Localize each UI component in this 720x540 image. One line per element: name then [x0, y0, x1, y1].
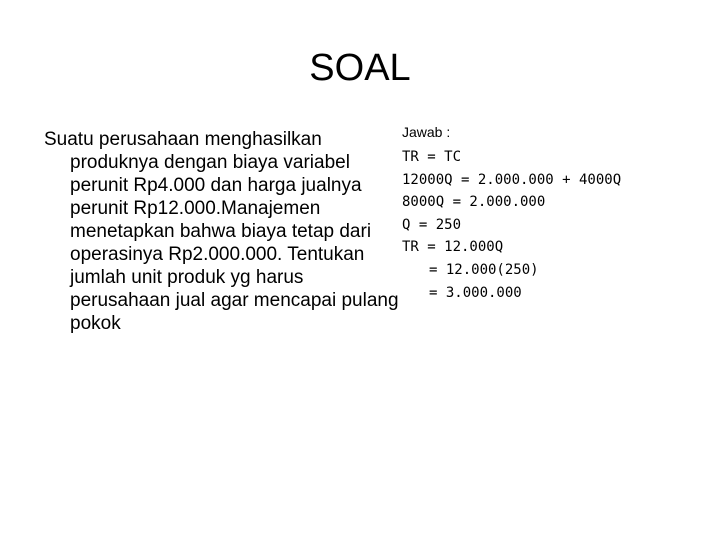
answer-label: Jawab : [402, 124, 451, 140]
answer-line: 8000Q = 2.000.000 [402, 194, 546, 211]
slide-title: SOAL [309, 47, 411, 89]
answer-lines [402, 146, 702, 304]
answer-block [402, 122, 702, 304]
answer-line: TR = TC [402, 149, 462, 165]
question-text: Suatu perusahaan menghasilkan produknya dengan biaya variabel perunit Rp4.000 dan harga jualnya perunit Rp12.000.Manajemen menetapkan bahwa biaya tetap dari operasinya Rp2.000.000. Tentukan jumlah unit produk yg harus perusahaan jual agar mencapai pulang pokok [44, 129, 399, 334]
answer-line: TR = 12.000Q [402, 239, 504, 256]
answer-line: 12000Q = 2.000.000 + 4000Q [402, 171, 622, 188]
answer-line: Q = 250 [402, 216, 462, 233]
answer-line: = 12.000(250) [429, 261, 539, 278]
answer-line: = 3.000.000 [429, 284, 522, 301]
